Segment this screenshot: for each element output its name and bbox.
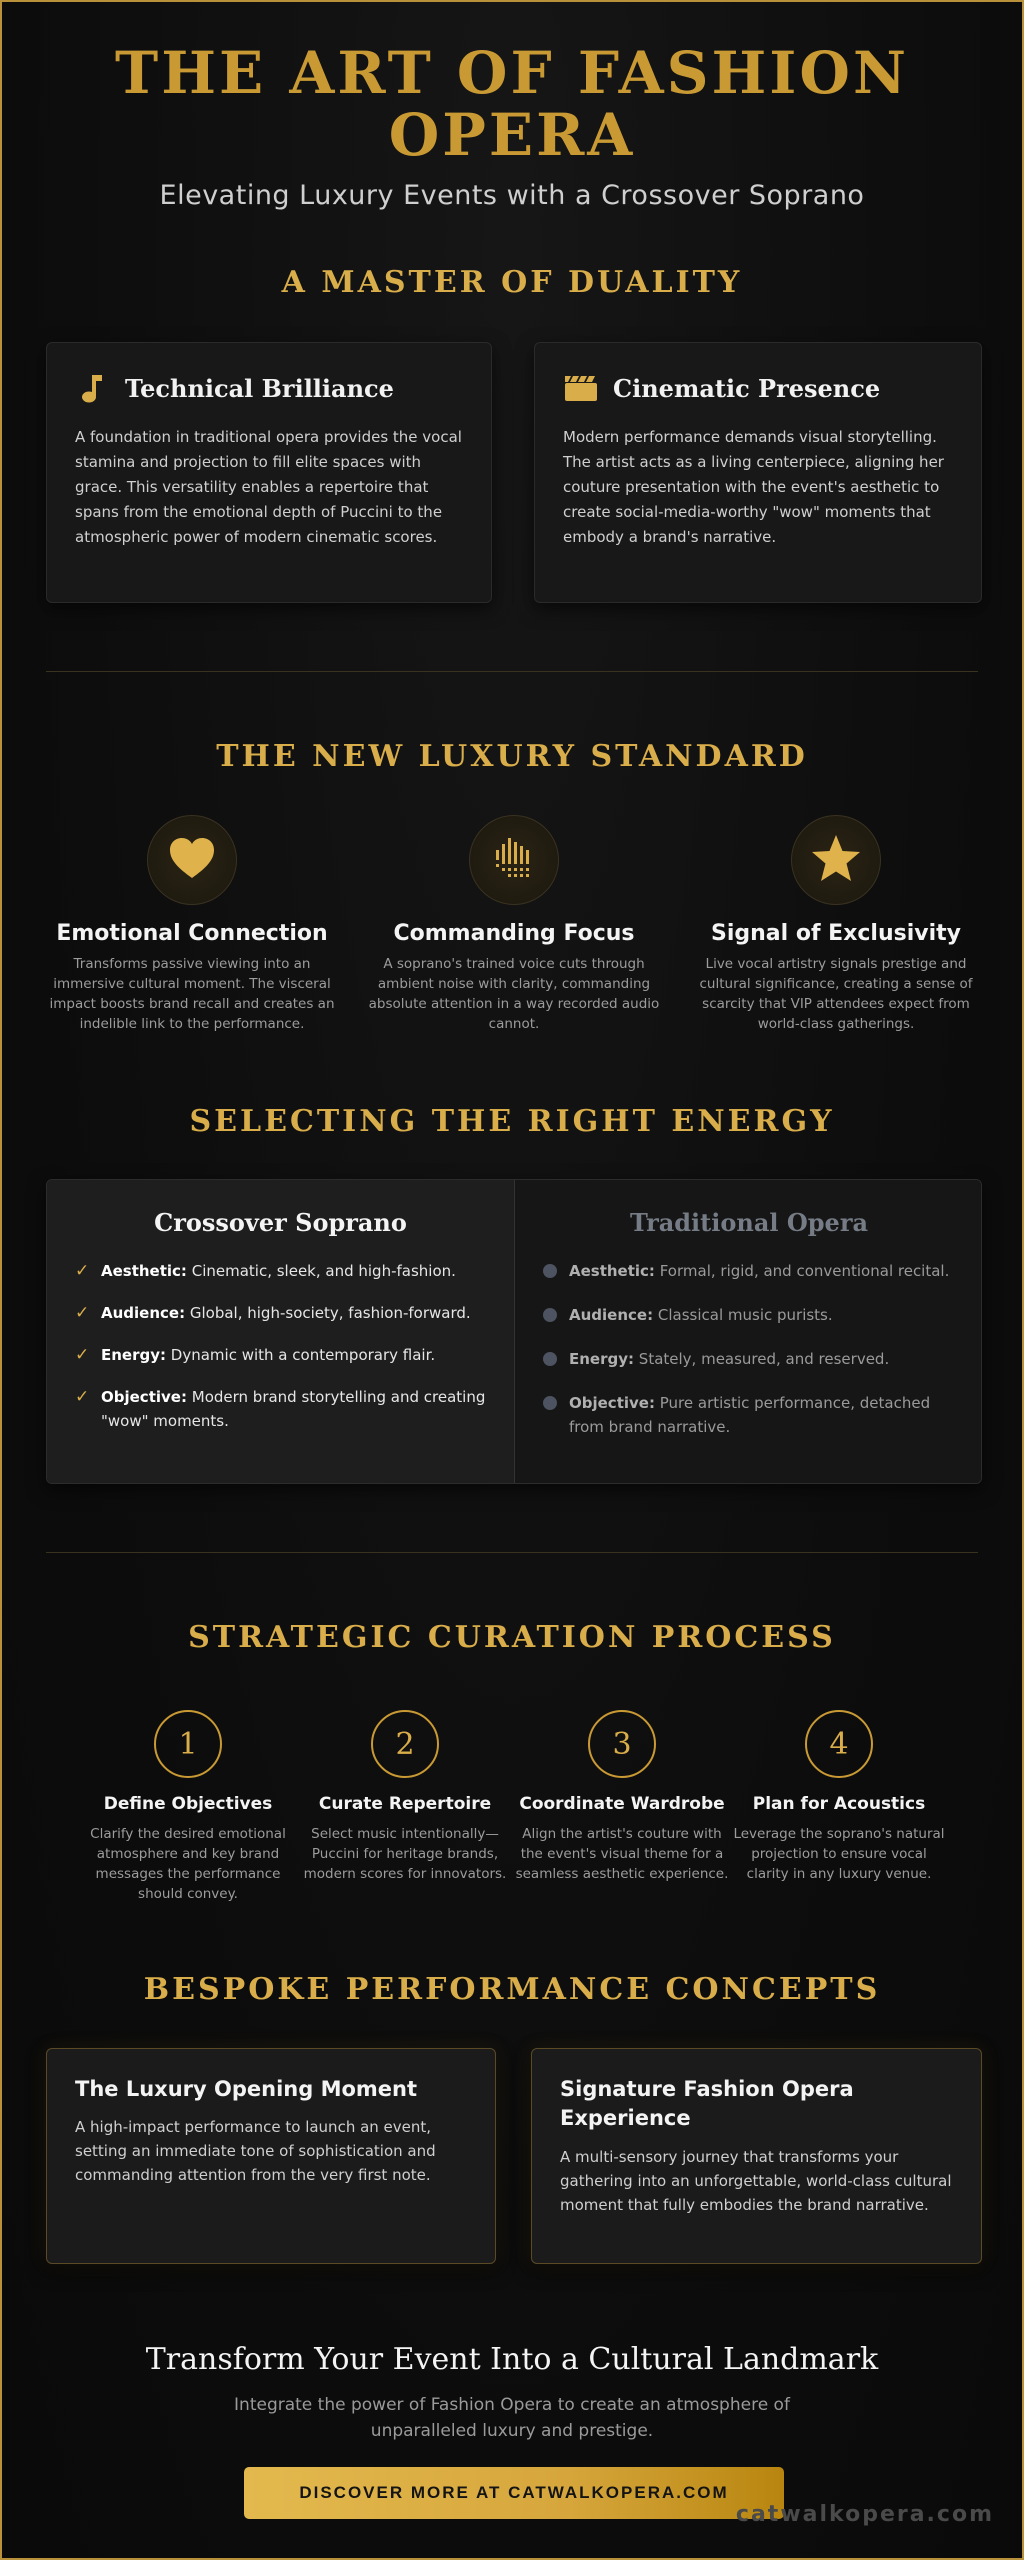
feature-text: Live vocal artistry signals prestige and cultural significance, creating a sense of scarcity that VIP attendees expect from world-class gatherings. [699, 956, 973, 1032]
feature-signal-of-exclusivity [686, 815, 986, 1034]
row-text: Global, high-society, fashion-forward. [189, 1304, 471, 1322]
card-header [75, 371, 394, 405]
comparison-row [75, 1301, 486, 1325]
row-text: Classical music purists. [657, 1306, 833, 1324]
row-text: Pure artistic performance, detached from brand narrative. [569, 1394, 931, 1436]
bullet-dot-icon [543, 1264, 557, 1278]
process-step-4 [729, 1710, 949, 1884]
bullet-dot-icon [543, 1352, 557, 1366]
step-title: Curate Repertoire [318, 1794, 492, 1814]
cta-title: Transform Your Event Into a Cultural Landmark [145, 2342, 879, 2377]
bullet-dot-icon [543, 1308, 557, 1322]
feature-icon-circle [147, 815, 237, 905]
concept-title: The Luxury Opening Moment [75, 2077, 418, 2101]
column-title: Traditional Opera [629, 1208, 869, 1237]
concept-title: Signature Fashion Opera Experience [560, 2077, 854, 2130]
feature-title: Emotional Connection [56, 921, 328, 946]
hero-subtitle: Elevating Luxury Events with a Crossover Soprano [159, 180, 865, 211]
step-text: Clarify the desired emotional atmosphere and key brand messages the performance should convey. [90, 1826, 286, 1902]
comparison-row [75, 1343, 486, 1367]
music-note-icon [75, 371, 109, 405]
check-icon: ✓ [75, 1303, 90, 1323]
row-label: Audience: [569, 1306, 654, 1324]
process-step-3 [512, 1710, 732, 1884]
hero-title: THE ART OF FASHION OPERA [115, 39, 909, 169]
step-number: 1 [154, 1710, 222, 1778]
card-text: A foundation in traditional opera provides the vocal stamina and projection to fill elite spaces with grace. This versatility enables a repertoire that spans from the emotional depth of Puccini to the atmospheric power of modern cinematic scores. [75, 428, 462, 546]
step-number: 4 [805, 1710, 873, 1778]
feature-icon-circle [469, 815, 559, 905]
step-title: Define Objectives [103, 1794, 273, 1814]
row-text: Stately, measured, and reserved. [638, 1350, 890, 1368]
technical-brilliance-card [46, 342, 492, 603]
feature-text: Transforms passive viewing into an immersive cultural moment. The visceral impact boosts brand recall and creates an indelible link to the performance. [49, 956, 335, 1032]
energy-section-title: SELECTING THE RIGHT ENERGY [189, 1104, 835, 1139]
process-section-title: STRATEGIC CURATION PROCESS [188, 1620, 836, 1655]
row-label: Objective: [101, 1388, 187, 1406]
check-icon: ✓ [75, 1387, 90, 1407]
check-icon: ✓ [75, 1261, 90, 1281]
feature-text: A soprano's trained voice cuts through ambient noise with clarity, commanding absolute attention in a way recorded audio cannot. [368, 956, 660, 1032]
watermark-text: catwalkopera.com [735, 2502, 994, 2527]
row-text: Formal, rigid, and conventional recital. [659, 1262, 950, 1280]
crossover-soprano-column [47, 1180, 515, 1483]
comparison-row [75, 1259, 486, 1283]
duality-section-title: A MASTER OF DUALITY [281, 265, 743, 300]
comparison-row [75, 1385, 486, 1433]
concepts-section-title: BESPOKE PERFORMANCE CONCEPTS [143, 1972, 881, 2007]
concept-text: A multi-sensory journey that transforms your gathering into an unforgettable, world-class cultural moment that fully embodies the brand narrative. [560, 2148, 952, 2214]
feature-title: Signal of Exclusivity [710, 921, 962, 946]
bullet-dot-icon [543, 1396, 557, 1410]
process-step-1 [78, 1710, 298, 1904]
row-label: Energy: [101, 1346, 167, 1364]
section-divider [46, 1552, 978, 1553]
concept-luxury-opening-moment [46, 2048, 496, 2264]
feature-commanding-focus [364, 815, 664, 1034]
concept-signature-fashion-opera [531, 2048, 982, 2264]
step-title: Plan for Acoustics [752, 1794, 926, 1814]
card-title: Technical Brilliance [125, 373, 394, 403]
row-label: Objective: [569, 1394, 655, 1412]
clapperboard-icon [563, 371, 597, 405]
feature-title: Commanding Focus [393, 921, 635, 946]
row-label: Energy: [569, 1350, 635, 1368]
card-header [563, 371, 880, 405]
star-icon [810, 833, 862, 887]
row-text: Cinematic, sleek, and high-fashion. [191, 1262, 456, 1280]
row-label: Aesthetic: [101, 1262, 187, 1280]
energy-comparison [46, 1179, 982, 1484]
process-step-2 [295, 1710, 515, 1884]
comparison-row [543, 1347, 955, 1373]
comparison-row [543, 1259, 955, 1285]
step-text: Leverage the soprano's natural projection to ensure vocal clarity in any luxury venue. [733, 1826, 945, 1882]
row-label: Aesthetic: [569, 1262, 655, 1280]
cinematic-presence-card [534, 342, 982, 603]
traditional-opera-column [515, 1180, 982, 1483]
column-title: Crossover Soprano [154, 1208, 407, 1237]
card-title: Cinematic Presence [613, 373, 881, 403]
heart-icon [168, 836, 216, 884]
step-number: 2 [371, 1710, 439, 1778]
discover-more-button[interactable]: DISCOVER MORE AT CATWALKOPERA.COM [244, 2467, 784, 2519]
step-number: 3 [588, 1710, 656, 1778]
step-text: Select music intentionally—Puccini for heritage brands, modern scores for innovators. [303, 1826, 507, 1882]
step-title: Coordinate Wardrobe [519, 1794, 725, 1814]
section-divider [46, 671, 978, 672]
comparison-row [543, 1303, 955, 1329]
cta-text: Integrate the power of Fashion Opera to create an atmosphere of unparalleled luxury and prestige. [234, 2395, 790, 2441]
standard-section-title: THE NEW LUXURY STANDARD [216, 739, 808, 774]
audio-waveform-icon [492, 836, 536, 884]
feature-icon-circle [791, 815, 881, 905]
feature-emotional-connection [42, 815, 342, 1034]
row-label: Audience: [101, 1304, 186, 1322]
comparison-row [543, 1391, 955, 1439]
card-text: Modern performance demands visual storytelling. The artist acts as a living centerpiece, aligning her couture presentation with the event's aesthetic to create social-media-worthy "wow" moments that embody a brand's narrative. [563, 428, 944, 546]
step-text: Align the artist's couture with the event's visual theme for a seamless aesthetic experience. [515, 1826, 729, 1882]
check-icon: ✓ [75, 1345, 90, 1365]
row-text: Modern brand storytelling and creating "wow" moments. [101, 1388, 486, 1430]
row-text: Dynamic with a contemporary flair. [170, 1346, 436, 1364]
concept-text: A high-impact performance to launch an event, setting an immediate tone of sophistication and commanding attention from the very first note. [75, 2118, 436, 2184]
